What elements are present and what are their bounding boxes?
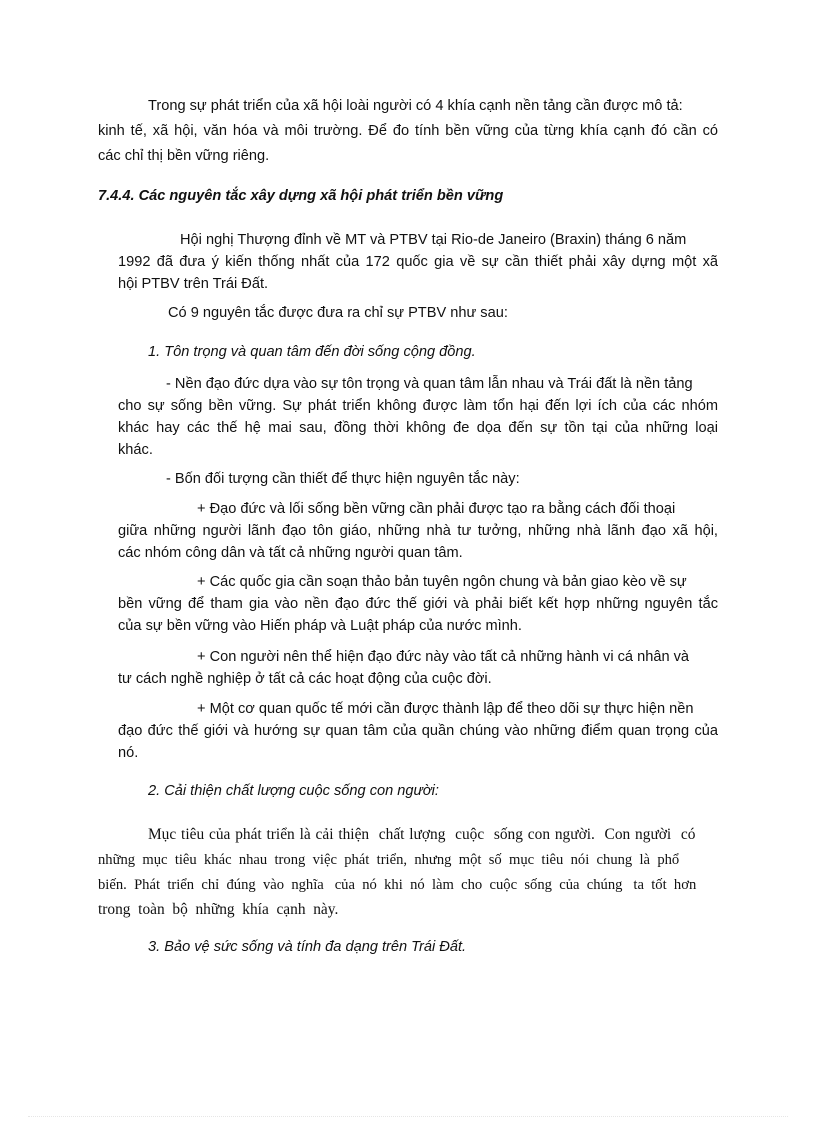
page-bottom-rule [28, 1116, 788, 1117]
intro-line-1: Trong sự phát triển của xã hội loài người có 4 khía cạnh nền tảng cần được mô tả: [148, 98, 683, 114]
p1-item4-line-1: + Một cơ quan quốc tế mới cần được thành lập để theo dõi sự thực hiện nền [197, 701, 694, 717]
p1-item1-line-2: giữa những người lãnh đạo tôn giáo, những nhà tư tưởng, những nhà lãnh đạo xã hội, [118, 523, 718, 539]
principle-1-item-1 [118, 498, 718, 564]
p1-item2-line-1: + Các quốc gia cần soạn thảo bản tuyên ngôn chung và bản giao kèo về sự [197, 574, 687, 590]
principle-1-title: 1. Tôn trọng và quan tâm đến đời sống cộng đồng. [148, 344, 476, 360]
p1-para1-line-1: - Nền đạo đức dựa vào sự tôn trọng và quan tâm lẫn nhau và Trái đất là nền tảng [166, 376, 693, 392]
principle-2-title: 2. Cải thiện chất lượng cuộc sống con người: [148, 783, 439, 799]
principles-intro [118, 302, 718, 324]
summit-line-3: hội PTBV trên Trái Đất. [118, 276, 269, 292]
p1-item4-line-3: nó. [118, 745, 139, 761]
p1-item1-line-3: các nhóm công dân và tất cả những người quan tâm. [118, 545, 463, 561]
summit-line-2: 1992 đã đưa ý kiến thống nhất của 172 quốc gia về sự cần thiết phải xây dựng một xã [118, 254, 718, 270]
p2-line-2: những mục tiêu khác nhau trong việc phát triển, nhưng một số mục tiêu nói chung là phổ [98, 852, 680, 868]
intro-line-2: kinh tế, xã hội, văn hóa và môi trường. Để đo tính bền vững của từng khía cạnh đó cần có [98, 123, 718, 139]
section-heading: 7.4.4. Các nguyên tắc xây dựng xã hội phát triển bền vững [98, 188, 504, 204]
p1-item4-line-2: đạo đức thế giới và hướng sự quan tâm của quần chúng vào những điểm quan trọng của [118, 723, 718, 739]
p2-line-3: biến. Phát triển chỉ đúng vào nghĩa của nó khi nó làm cho cuộc sống của chúng ta tốt hơn [98, 877, 697, 893]
principle-1-item-4 [118, 698, 718, 764]
p1-item3-line-1: + Con người nên thể hiện đạo đức này vào tất cả những hành vi cá nhân và [197, 649, 690, 665]
principle-1-item-3 [118, 646, 718, 690]
summit-line-1: Hội nghị Thượng đỉnh về MT và PTBV tại Rio-de Janeiro (Braxin) tháng 6 năm [180, 232, 687, 248]
p2-line-4: trong toàn bộ những khía cạnh này. [98, 901, 339, 918]
principle-1-paragraph-2 [118, 468, 718, 490]
p1-para1-line-4: khác. [118, 442, 153, 458]
summit-paragraph [118, 229, 718, 295]
p1-item1-line-1: + Đạo đức và lối sống bền vững cần phải được tạo ra bằng cách đối thoại [197, 501, 676, 517]
p1-item2-line-2: bền vững để tham gia vào nền đạo đức thế giới và phải biết kết hợp những nguyên tắc [118, 596, 718, 612]
p1-para1-line-2: cho sự sống bền vững. Sự phát triển không được làm tổn hại đến lợi ích của các nhóm [118, 398, 718, 414]
principle-1-paragraph-1 [118, 373, 718, 461]
p1-item2-line-3: của sự bền vững vào Hiến pháp và Luật pháp của nước mình. [118, 618, 522, 634]
p1-para1-line-3: khác hay các thế hệ mai sau, đồng thời không đe dọa đến sự tồn tại của những loại [118, 420, 718, 436]
principle-2-paragraph [98, 824, 718, 921]
principles-intro-text: Có 9 nguyên tắc được đưa ra chỉ sự PTBV như sau: [168, 305, 508, 321]
p1-item3-line-2: tư cách nghề nghiệp ở tất cả các hoạt động của cuộc đời. [118, 671, 492, 687]
p2-line-1: Mục tiêu của phát triển là cải thiện chất lượng cuộc sống con người. Con người có [148, 826, 696, 843]
p1-para2-line: - Bốn đối tượng cần thiết để thực hiện nguyên tắc này: [166, 471, 520, 487]
intro-paragraph [98, 95, 718, 167]
principle-1-item-2 [118, 571, 718, 637]
principle-3-title: 3. Bảo vệ sức sống và tính đa dạng trên Trái Đất. [148, 939, 467, 955]
intro-line-3: các chỉ thị bền vững riêng. [98, 148, 270, 164]
